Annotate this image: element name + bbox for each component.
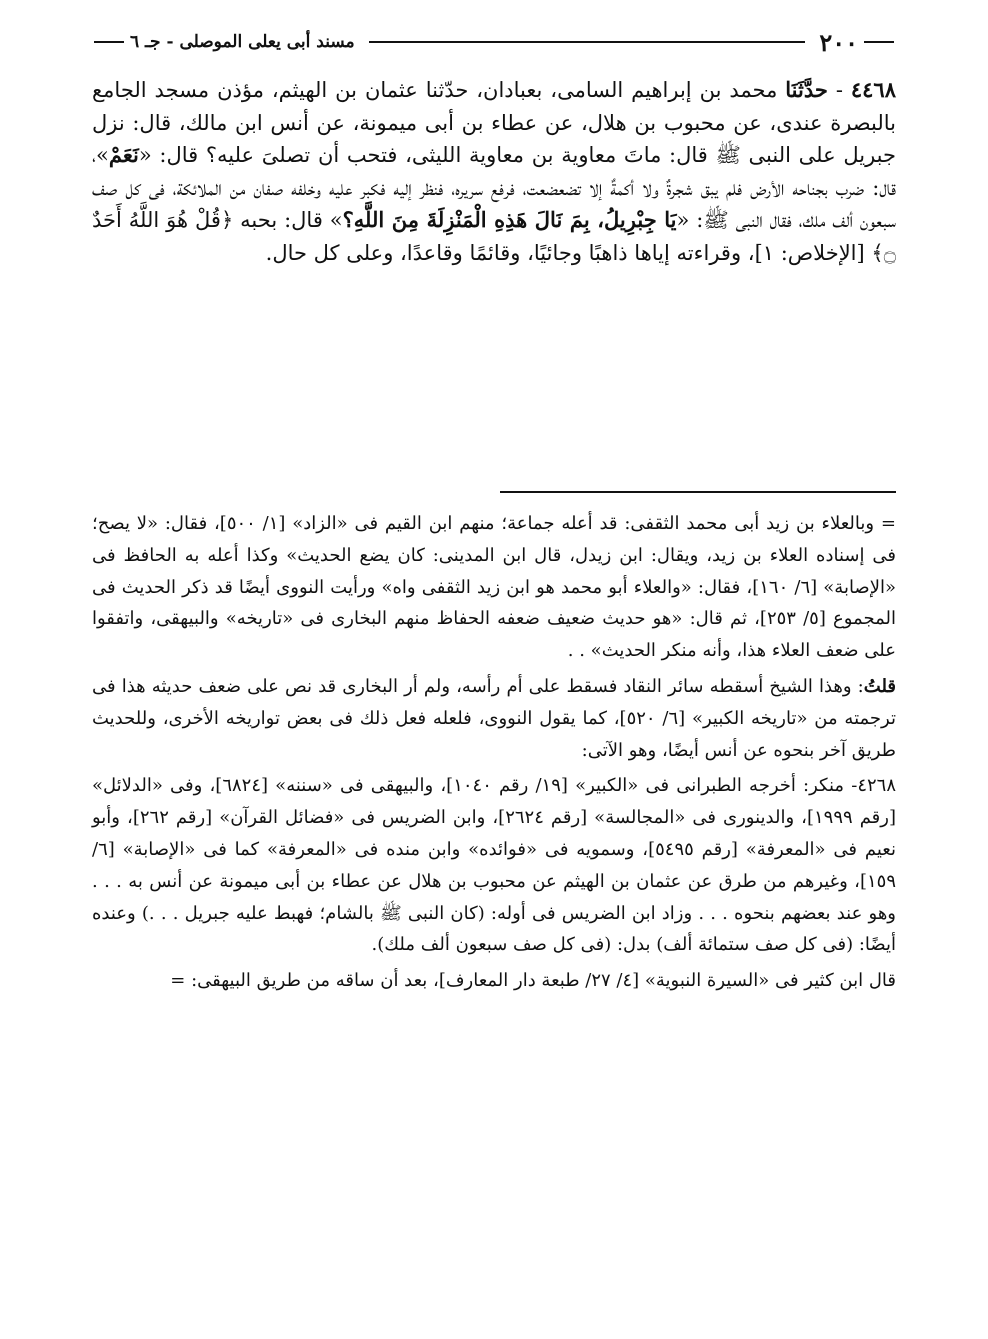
book-title: مسند أبى يعلى الموصلى - جـ ٦ [130, 32, 355, 52]
hadith-text-c: » قال: بحبه ﴿ [220, 208, 343, 232]
quran-verse: قُلْ هُوَ اللَّهُ أَحَدٌ ۝ [92, 208, 896, 265]
footnote-paragraph-2 [92, 671, 896, 766]
header-rule-left [94, 41, 124, 43]
footnote-paragraph-3: ٤٢٦٨- منكر: أخرجه الطبرانى فى «الكبير» [١٩/ رقم ١٠٤٠]، والبيهقى فى «سننه» [٦٨٢٤]، وفى «الدلائل» [رقم ١٩٩٩]، والدينورى فى «المجالسة» [رقم ٢٦٢٤]، وابن الضريس فى «فضائل القرآن» [رقم ٢٦٢]، وأبو نعيم فى «المعرفة» [رقم ٥٤٩٥]، وسمويه فى «فوائده» وابن منده فى «المعرفة» كما فى «الإصابة» [٦/ ١٥٩]، وغيرهم من طرق عن عثمان بن الهيثم عن محبوب بن هلال عن عطاء بن أبى ميمونة عن أنس به . . . وهو عند بعضهم بنحوه . . . وزاد ابن الضريس فى أوله: (كان النبى ﷺ بالشام؛ فهبط عليه جبريل . . .) وعنده أيضًا: (فى كل صف ستمائة ألف) بدل: (فى كل صف سبعون ألف ملك). [92, 775, 896, 956]
hadith-text-b: »، قال: ضرب بجناحه الأرض فلم يبق شجرةٌ ولا أكمةٌ إلا تضعضعت، فرفع سريره، فنظر إليه فكبر عليه وخلفه صفان من الملائكة، فى كل صف سبعون ألف ملك، فقال النبى ﷺ: « [92, 143, 896, 232]
hadith-number: ٤٤٦٨ [850, 77, 896, 102]
footnotes [92, 508, 896, 1001]
header-rule-right [864, 41, 894, 43]
footnote-lead: قلتُ [863, 675, 897, 697]
hadith-lead: حدَّثَنَا [785, 77, 828, 102]
hadith-text-d: ﴾ [الإخلاص: ١]، وقراءته إياها ذاهبًا وجائيًا، وقائمًا وقاعدًا، وعلى كل حال. [265, 240, 884, 265]
page-number: ٢٠٠ [819, 27, 858, 57]
hadith-number-sep: - [827, 78, 851, 102]
footnote-paragraph-1: = وبالعلاء بن زيد أبى محمد الثقفى: قد أعله جماعة؛ منهم ابن القيم فى «الزاد» [١/ ٥٠٠]، فقال: «لا يصح؛ فى إسناده العلاء بن زيد، ويقال: ابن زيدل، قال ابن المدينى: كان يضع الحديث» وكذا أعله به الحافظ فى «الإصابة» [٦/ ١٦٠]، فقال: «والعلاء أبو محمد هو ابن زيد الثقفى واه» ورأيت النووى أيضًا قد ذكر الحديث فى المجموع [٥/ ٢٥٣]، ثم قال: «هو حديث ضعيف ضعفه الحفاظ منهم البخارى فى «تاريخه» والبيهقى، واتفقوا على ضعف العلاء هذا، وأنه منكر الحديث» . . [92, 513, 896, 662]
footnote-paragraph-2-text: : وهذا الشيخ أسقطه سائر النقاد فسقط على أم رأسه، ولم أر البخارى قد نص على ضعف حديثه هذا فى ترجمته من «تاريخه الكبير» [٦/ ٥٢٠]، كما يقول النووى، فلعله فعل ذلك فى بعض تواريخه الأخرى، وللحديث طريق آخر بنحوه عن أنس أيضًا، وهو الآتى: [92, 675, 896, 761]
hadith-paragraph [92, 74, 896, 269]
prophet-answer: نَعَمْ [108, 142, 139, 167]
hadith-body [92, 74, 896, 269]
prophet-question: يَا جِبْرِيلُ، بِمَ نَالَ هَذِهِ الْمَنْزِلَةَ مِنَ اللَّهِ؟ [342, 207, 677, 232]
footnote-separator [500, 491, 896, 493]
page-header [94, 24, 894, 60]
footnote-paragraph-4: قال ابن كثير فى «السيرة النبوية» [٤/ ٢٧/ طبعة دار المعارف]، بعد أن ساقه من طريق البيهقى: = [170, 970, 896, 992]
header-rule [369, 41, 806, 43]
hadith-text-a: محمد بن إبراهيم السامى، بعبادان، حدّثنا عثمان بن الهيثم، مؤذن مسجد الجامع بالبصرة عندى، عن محبوب بن هلال، عن عطاء بن أبى ميمونة، عن أنس ابن مالك، قال: نزل جبريل على النبى ﷺ قال: ماتَ معاوية بن معاوية الليثى، فتحب أن تصلىَ عليه؟ قال: « [92, 78, 896, 167]
